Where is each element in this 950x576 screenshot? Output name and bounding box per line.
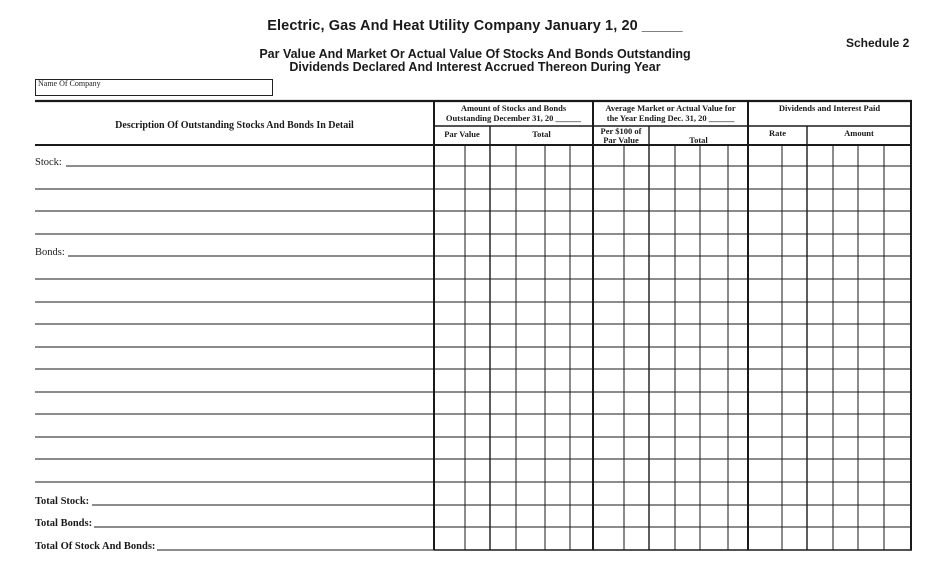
dividends-group-header: Dividends and Interest Paid	[778, 103, 881, 113]
dividend-amount-header: Amount	[844, 128, 874, 138]
market-header-line2: the Year Ending Dec. 31, 20 ______	[606, 113, 735, 123]
per100-header-line1: Per $100 of	[600, 126, 642, 136]
market-header-line1: Average Market or Actual Value for	[605, 103, 736, 113]
bonds-label: Bonds:	[35, 247, 65, 258]
total-stock-and-bonds-label: Total Of Stock And Bonds:	[35, 541, 156, 552]
total-bonds-label: Total Bonds:	[35, 518, 93, 529]
form-title: Electric, Gas And Heat Utility Company January 1, 20 _____	[267, 18, 683, 34]
row-lines	[434, 166, 912, 527]
stock-label: Stock:	[35, 157, 62, 168]
schedule-label: Schedule 2	[846, 36, 910, 50]
market-group-header	[593, 103, 748, 123]
market-total-header: Total	[689, 135, 708, 145]
amount-total-header: Total	[532, 129, 551, 139]
total-stock-label: Total Stock:	[35, 496, 90, 507]
description-header: Description Of Outstanding Stocks And Bonds In Detail	[115, 120, 354, 131]
description-lines	[35, 166, 434, 550]
per100-header	[593, 127, 649, 145]
par-value-header: Par Value	[444, 129, 480, 139]
rate-header: Rate	[769, 128, 786, 138]
amount-header-line2: Outstanding December 31, 20 ______	[445, 113, 582, 123]
per100-header-line2: Par Value	[603, 135, 639, 145]
form-subtitle-line1: Par Value And Market Or Actual Value Of Stocks And Bonds Outstanding	[259, 47, 691, 61]
company-name-label: Name Of Company	[38, 79, 101, 88]
amount-group-header	[434, 103, 593, 123]
form-subtitle-line2: Dividends Declared And Interest Accrued Thereon During Year	[289, 60, 661, 74]
amount-header-line1: Amount of Stocks and Bonds	[460, 103, 567, 113]
